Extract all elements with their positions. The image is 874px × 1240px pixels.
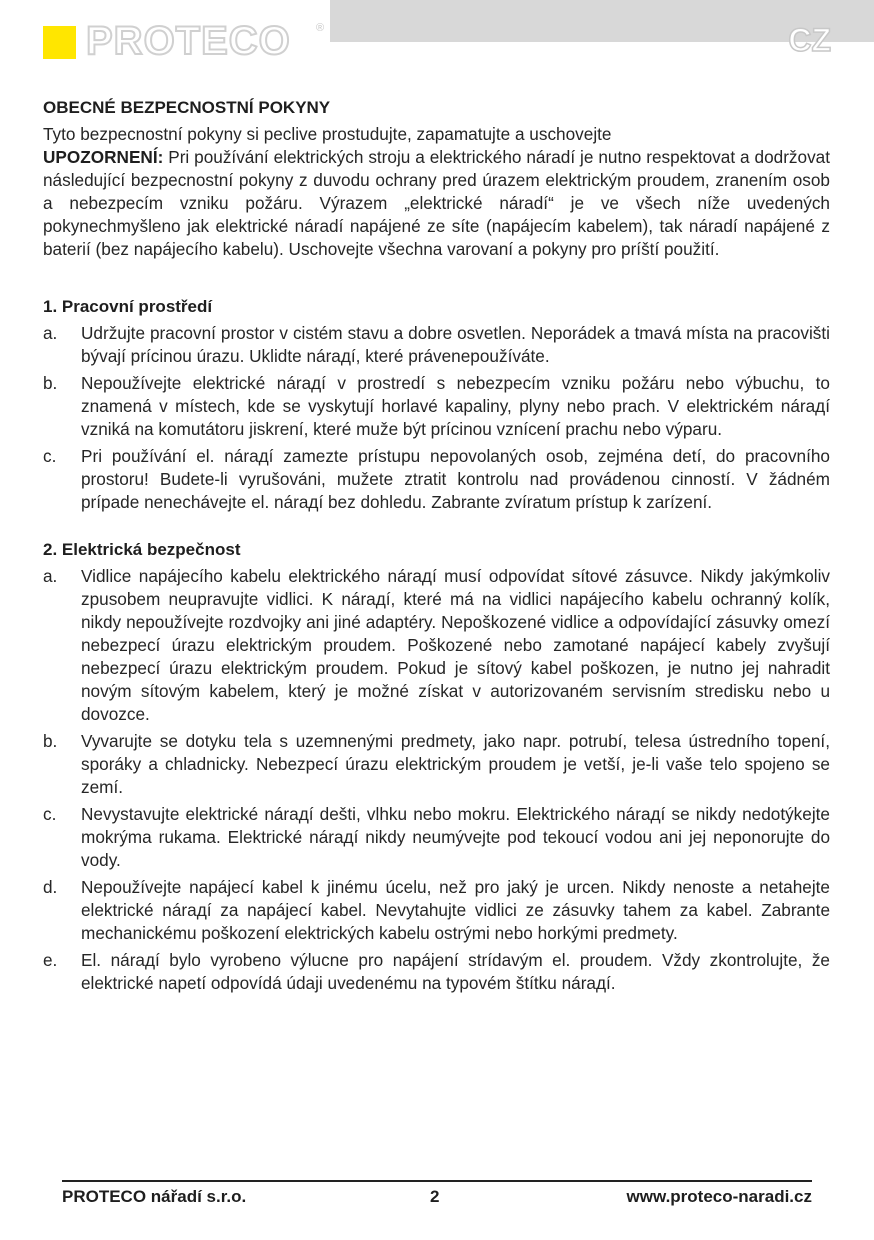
list-item-letter: c. [43, 804, 57, 824]
list-item-text: Udržujte pracovní prostor v cistém stavu a dobre osvetlen. Neporádek a tmavá místa na pracovišti bývají prícinou úrazu. Uklidte nárадí, které právenepoužíváte. [81, 323, 830, 366]
footer-divider [62, 1180, 812, 1182]
registered-mark: ® [316, 22, 325, 34]
page-title: OBECNÉ BEZPECNOSTNÍ POKYNY [43, 98, 331, 117]
list-item [43, 372, 830, 441]
list-item-text: Nepoužívejte elektrické nárадí v prostredí s nebezpecím vzniku požáru nebo výbuchu, to znamená v místech, kde se vyskytují horlavé kapaliny, plyny nebo prach. V elektrickém nárадí vzniká na komutátoru jiskrení, které muže být prícinou vznícení prachu nebo výparu. [81, 373, 830, 439]
section-title-electrical-safety: 2. Elektrická bezpečnost [43, 540, 241, 559]
list-item [43, 876, 830, 945]
list-item-text: Nepoužívejte napájecí kabel k jinému úcelu, než pro jaký je urcen. Nikdy nenoste a netahejte elektrické nárадí za napájecí kabel. Nevytahujte vidlici ze zásuvky tahem za kabel. Zabrante mechanickému poškození elektrických kabelu ostrými nebo horkými predmety. [81, 877, 830, 943]
footer-website: www.proteco-naradi.cz [626, 1187, 812, 1206]
language-code: CZ [788, 22, 831, 58]
document-body [43, 96, 830, 999]
footer-page-number: 2 [430, 1187, 440, 1206]
logo-yellow-square-icon [43, 26, 76, 59]
footer-company: PROTECO nářadí s.r.o. [62, 1187, 247, 1206]
list-item-letter: c. [43, 446, 57, 466]
list-item-letter: d. [43, 877, 58, 897]
list-item [43, 949, 830, 995]
list-item-text: Vyvarujte se dotyku tela s uzemnenými predmety, jako napr. potrubí, telesa ústredního topení, sporáky a chladnicky. Nebezpecí úrazu elektrickým proudem je vetší, je-li vaše telo spojeno se zemí. [81, 731, 830, 797]
list-item-letter: a. [43, 566, 58, 586]
page-footer [62, 1187, 812, 1211]
list-item-letter: e. [43, 950, 58, 970]
list-item-text: Vidlice napájecího kabelu elektrického nárадí musí odpovídat sítové zásuvce. Nikdy jakýmkoliv zpusobem neupravujte vidlici. K nárадí, které má na vidlici napájecího kabelu ochranný kolík, nikdy nepoužívejte rozdvojky ani jiné adaptéry. Nepoškozené vidlice a odpovídající zásuvky omezí nebezpecí úrazu elektrickým proudem. Poškozené nebo zamotané napájecí kabely zvyšují nebezpecí úrazu elektrickým proudem. Pokud je sítový kabel poškozen, je nutno jej nahradit novým sítovým kabelem, který je možné získat v autorizovaném servisním stredisku nebo u dovozce. [81, 566, 830, 724]
warning-label: UPOZORNENÍ: [43, 147, 164, 167]
list-item-text: Pri používání el. nárадí zamezte prístupu nepovolaných osob, zejména detí, do pracovního prostoru! Budete-li vyrušováni, mužete ztratit kontrolu nad provádenou cinností. V žádném prípade nenechávejte el. nárадí bez dohledu. Zabrante zvíratum prístup k zarízení. [81, 446, 830, 512]
list-item-text: El. nárадí bylo vyrobeno výlucne pro napájení strídavým el. proudem. Vždy zkontrolujte, že elektrické napetí odpovídá údaji uvedenému na typovém štítku nárадí. [81, 950, 830, 993]
list-item [43, 803, 830, 872]
list-item [43, 445, 830, 514]
list-item-letter: a. [43, 323, 58, 343]
list-item-letter: b. [43, 373, 58, 393]
list-item [43, 322, 830, 368]
list-item-text: Nevystavujte elektrické nárадí dešti, vlhku nebo mokru. Elektrického nárадí se nikdy nedotýkejte mokrýma rukama. Elektrické nárадí nikdy neumývejte pod tekoucí vodou ani jej neponorujte do vody. [81, 804, 830, 870]
warning-text: Pri používání elektrických stroju a elektrického náradí je nutno respektovat a dodržovat následující bezpecnostní pokyny z duvodu ochrany pred úrazem elektrickým proudem, zranením osob a nebezpecím vzniku požáru. Výrazem „elektrické náradí“ je ve všech níže uvedených pokynechmyšleno jak elektrické náradí napájené ze síte (napájecím kabelem), tak náradí napájené z baterií (bez napájecího kabelu). Uschovejte všechna varovaní a pokyny pro príští použití. [43, 147, 830, 259]
list-item [43, 565, 830, 726]
brand-logo: PROTECO [86, 19, 291, 63]
intro-paragraph: Tyto bezpecnostní pokyny si peclive prostudujte, zapamatujte a uschovejte [43, 124, 612, 144]
section-title-work-area: 1. Pracovní prostředí [43, 297, 213, 316]
list-item-letter: b. [43, 731, 58, 751]
warning-paragraph [43, 146, 830, 261]
list-item [43, 730, 830, 799]
